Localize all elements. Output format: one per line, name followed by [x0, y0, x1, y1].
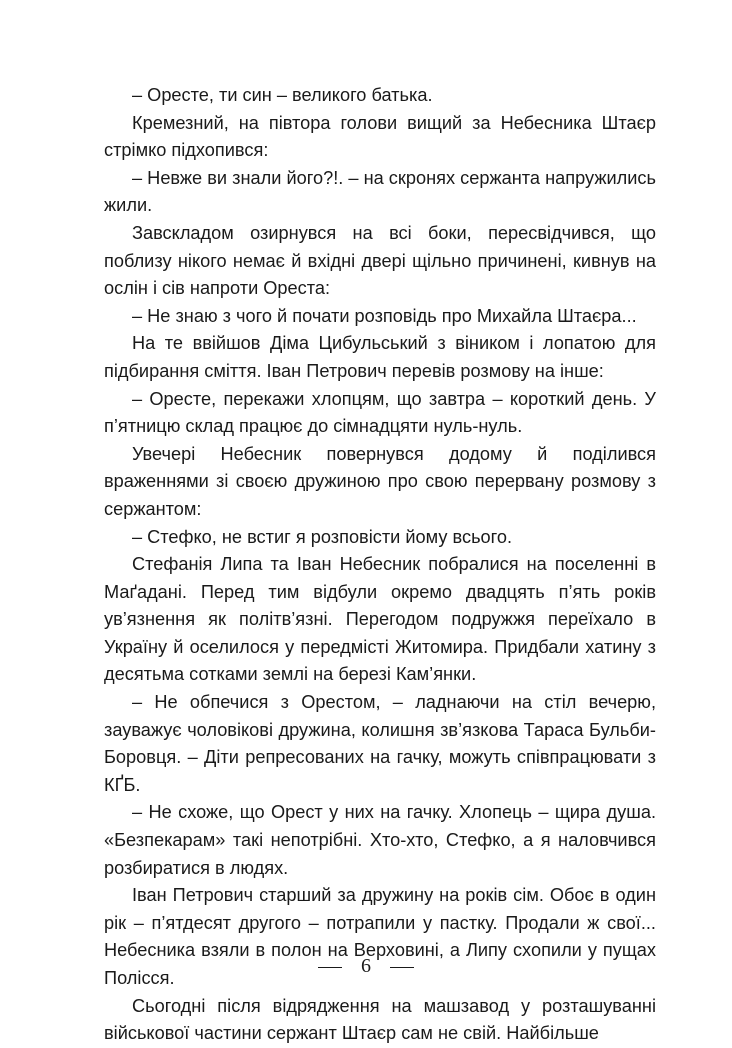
- paragraph-8: Увечері Небесник повернувся додому й поділився враженнями зі своєю дружиною про свою перервану розмову з сержантом:: [104, 443, 656, 519]
- paragraph-2: Кремезний, на півтора голови вищий за Небесника Штаєр стрімко підхопився:: [104, 112, 656, 161]
- paragraph-9: – Стефко, не встиг я розповісти йому всього.: [132, 526, 513, 547]
- paragraph-3: – Невже ви знали його?!. – на скронях сержанта напружились жили.: [104, 167, 656, 216]
- paragraph-12: – Не схоже, що Орест у них на гачку. Хлопець – щира душа. «Безпекарам» такі непотрібні. Хто-хто, Стефко, а я наловчився розбиратися в людях.: [104, 802, 656, 878]
- book-page-text: [104, 82, 656, 1048]
- paragraph-6: На те ввійшов Діма Цибульський з віником і лопатою для підбирання сміття. Іван Петрович перевів розмову на інше:: [104, 333, 656, 381]
- paragraph-11: – Не обпечися з Орестом, – ладнаючи на стіл вечерю, зауважує чоловікові дружина, колишня зв’язкова Тараса Бульби-Боровця. – Діти репресованих на гачку, можуть співпрацювати з КҐБ.: [104, 692, 656, 795]
- left-dash-decoration: [318, 967, 342, 968]
- paragraph-13: Іван Петрович старший за дружину на років сім. Обоє в один рік – п’ятдесят другого – потрапили у пастку. Продали ж свої... Небесника взяли в полон на Верховині, а Липу схопили у пущах Полісся.: [104, 885, 656, 988]
- page-number: 6: [361, 955, 371, 977]
- paragraph-7: – Оресте, перекажи хлопцям, що завтра – короткий день. У п’ятницю склад працює до сімнадцяти нуль-нуль.: [104, 388, 656, 437]
- right-dash-decoration: [390, 967, 414, 968]
- page-footer: [0, 955, 732, 978]
- paragraph-4: Завскладом озирнувся на всі боки, пересвідчився, що поблизу нікого немає й вхідні двері щільно причинені, кивнув на ослін і сів напроти Ореста:: [104, 222, 656, 299]
- paragraph-14: Сьогодні після відрядження на машзавод у розташуванні військової частини сержант Штаєр сам не свій. Найбільше: [104, 995, 656, 1044]
- paragraph-5: – Не знаю з чого й почати розповідь про Михайла Штаєра...: [132, 305, 637, 326]
- paragraph-1: – Оресте, ти син – великого батька.: [132, 85, 433, 105]
- paragraph-10: Стефанія Липа та Іван Небесник побралися на поселенні в Маґадані. Перед тим відбули окремо двадцять п’ять років ув’язнення як політв’язні. Перегодом подружжя переїхало в Україну й оселилося у передмісті Житомира. Придбали хатину з десятьма сотками землі на березі Кам’янки.: [104, 554, 656, 685]
